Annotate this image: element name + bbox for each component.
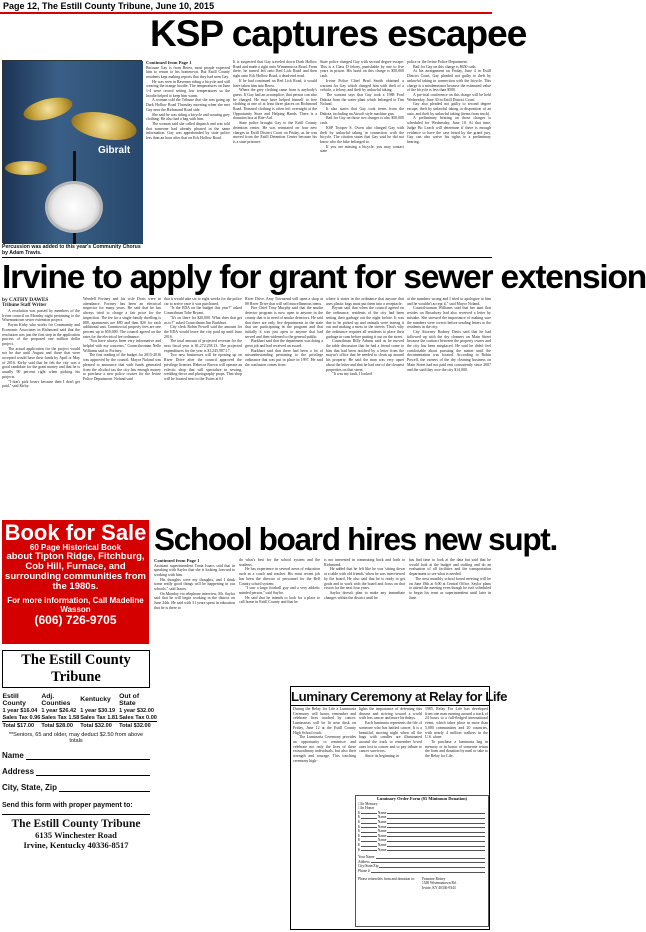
city-line[interactable]: [59, 784, 150, 792]
addr-city: Irvine, Kentucky 40336-8517: [23, 840, 129, 850]
ad-line3: For more information, Call Madeline Wasson: [7, 596, 144, 614]
paragraph: The first reading of the budget for 2015-2016 was approved by the council. Mayor Noland was pleased to announce that with funds generated from the alcohol tax the city has enough money to purchase a new police cruiser for the Irvine Police Department. Noland said: [83, 353, 161, 381]
total-value: $32.00: [133, 722, 151, 729]
paragraph: It also states that Gay took items from the Dakota, including an Airsoft style machine gun.: [320, 107, 404, 116]
luminary-order-form: [355, 795, 489, 927]
percussion-photo: [2, 60, 142, 243]
paragraph: Gay also pleaded not guilty to second degree escape, theft by unlawful taking or disposition of an auto, and theft by unlawful taking (items from truck).: [407, 102, 491, 116]
address-label: Address: [358, 859, 370, 864]
paragraph: State police charged Gay with second degree escape. This is a Class D felony, punishable by one to five years in prison. His bond on this charge is $50,000 cash.: [320, 60, 404, 79]
return-label: Please return this form and donation to:: [358, 876, 415, 881]
donation-label: $: [358, 819, 360, 824]
column-header: Kentucky: [80, 696, 111, 703]
paragraph: If you are missing a bicycle, you may contact state: [320, 144, 404, 154]
continued-label: Continued from Page 1: [154, 558, 200, 563]
paragraph: On Monday via telephone interview, Mr. Saylor said that he will begin working in the district on June 24th. He said with 31 years spent in education that he is there to: [154, 591, 235, 610]
donation-label: $: [358, 847, 360, 852]
total-cell: [119, 722, 158, 730]
total-value: $17.00: [17, 722, 35, 729]
paragraph: The actual application for the project would not be due until August and those that were accepted would have their funds by April or May of 2016. Kirby said that he felt the city was a good candidate for the grant money and that he is usually 90 percent right when picking his projects.: [2, 346, 80, 379]
story3-col2: [239, 558, 320, 682]
city-state-zip-field[interactable]: [2, 783, 150, 792]
mailing-address: [2, 814, 150, 850]
paragraph: The total amount of projected revenue for the next fiscal year is $1,272,258.13. The projected expenditures for the year is $1,245,987.17.: [164, 339, 242, 353]
tax-cell: [41, 714, 80, 722]
paragraph: During the Relay for Life a Luminaria Ceremony will honor, remember and celebrate lives touched by cancer. Luminarias will be lit near dusk on Friday, June 12 at the Estill County High School track.: [293, 707, 356, 735]
story3-col3: [324, 558, 405, 682]
rate-value: $32.00: [136, 707, 154, 714]
paragraph: Because Gay is from Berea, most people expected him to return to his hometown. But Estill County residents kept making reports that they had seen Gay.: [146, 65, 230, 79]
return-street: 1540 Wisemantown Rd.: [422, 881, 457, 886]
memory-checkbox[interactable]: ☐: [358, 801, 362, 806]
subscription-rates-table: [2, 692, 157, 729]
address-field[interactable]: [2, 767, 150, 776]
rate-cell: [80, 707, 119, 714]
tax-value: 1.81: [107, 714, 119, 721]
paragraph: Councilman Billy Adams said as he moved the table discussion that he had a friend come to him that had been notified by a letter from the mayor's office that he needed to clean up around his property. He said the man was very upset about the letter and that he had one of the cleanest properties on that street.: [326, 339, 404, 372]
paragraph: is not interested in commuting back and forth to Richmond.: [324, 558, 405, 567]
paragraph: Assistant superintendent Tonia Isaacs said that in speaking with Saylor that she is looking forward to working with him.: [154, 563, 235, 577]
paragraph: City clerk Robin Powell said the amount for the EDA would leave the city paid up until June 2016.: [164, 325, 242, 339]
seniors-note: **Seniors, 65 and older, may deduct $2.50 from above totals: [8, 732, 144, 744]
order-line[interactable]: [358, 848, 486, 853]
subscription-form: [2, 650, 157, 930]
paragraph: "I saw a large football guy and a very athletic minded person," said Saylor.: [239, 586, 320, 595]
return-city: Irvine, KY 40336-9343: [422, 885, 456, 890]
story1-col4: [407, 60, 491, 256]
story2-col6: [407, 297, 491, 515]
total-label: Total: [2, 722, 16, 729]
story2-col2: [83, 297, 161, 515]
paragraph: He added that he felt like he was 'sitting down at a table with old friends' when he was interviewed by the board. He also said that he is ready to get goals and to work with the board and focus on that vision for the next four years.: [324, 567, 405, 591]
name-label: Name: [377, 810, 387, 815]
headline-sewer-grant: Irvine to apply for grant for sewer extension: [2, 259, 646, 296]
donation-label: $: [358, 838, 360, 843]
paragraph: that it would take six to eight weeks for the police car to arrive once it was purchased.: [164, 297, 242, 306]
snare-drum: [45, 181, 103, 233]
paragraph: His thoughts were my thoughts, and I think some really good things will be happening in our schools," said Isaacs.: [154, 577, 235, 592]
continued-label: Continued from Page 1: [146, 60, 192, 65]
paragraph: where it states in the ordinance that anyone that uses plastic bags must put them into a receptacle.: [326, 297, 404, 306]
paragraph: City Attorney Rodney Davis said that he had followed up with the dry cleaners on Main Street because the contract between the property owner and the city has been misplaced. He said he didn't feel comfortable about pursuing the matter until the documentation was located. According to Robin Powell, the owners of the dry cleaning business on Main Street had not paid rent consistently since 2007 and the said they owe the city $14,000.: [407, 329, 491, 372]
paragraph: River Drive. Amy Townsend will open a shop at 88 River Drive that will sell miscellaneous items.: [245, 297, 323, 306]
paragraph: A preliminary hearing on those charges is scheduled for Wednesday, June 10. At that time, Judge Bo Leach will determine if there is enough evidence to have the case heard by the grand jury. Gay can also waive his rights to a preliminary hearing.: [407, 116, 491, 144]
rate-label: 1 year: [2, 707, 19, 714]
name-label: Name: [377, 815, 387, 820]
name-label: Name: [2, 751, 24, 760]
paragraph: She said he was riding a bicycle and wearing grey clothing. He also had a bag with him.: [146, 112, 230, 122]
your-name-label: Your Name: [358, 855, 375, 860]
tax-label: Sales Tax: [2, 714, 28, 721]
tax-cell: [80, 714, 119, 722]
rate-value: $26.42: [59, 707, 77, 714]
total-value: $28.00: [55, 722, 73, 729]
addr-name: The Estill County Tribune: [11, 818, 141, 830]
name-line[interactable]: [26, 752, 150, 760]
phone-label: Phone #: [358, 868, 370, 873]
paragraph: Councilwoman Williams said that her aunt that resides on Broadway had also received a letter by mistake. She stressed the importance of making sure the numbers were correct before sending letters to the residents in the city.: [407, 306, 491, 330]
paragraph: "Is the EDA on the budget this year?" asked Councilman Tobe Bryant.: [164, 306, 242, 316]
total-value: $32.00: [94, 722, 112, 729]
total-cell: [2, 722, 41, 730]
donation-label: $: [358, 815, 360, 820]
story2-col5: [326, 297, 404, 515]
subscription-title: The Estill County Tribune: [2, 650, 150, 688]
paragraph: Bryan Kirby who works for Community and Economic Associates in Richmond said that the resolution was just the first step in the application process of the proposed one million dollar project.: [2, 323, 80, 346]
name-label: Name: [377, 847, 387, 852]
name-label: Name: [377, 838, 387, 843]
paragraph: He was seen in Ravenna riding a bicycle and still wearing the orange hoodie. The temperatures on June 1-4 were record setting low temperatures so the hoodie helped to keep him warm.: [146, 79, 230, 98]
story1-col1: [146, 60, 230, 256]
paragraph: Burkhart said that the department was doing a great job and had received an award.: [245, 339, 323, 349]
headline-ksp-escapee: KSP captures escapee: [150, 13, 527, 54]
paragraph: He has experience in several areas of education such as a coach and teacher. His most recent job has been the director of personnel for the Bell County school system.: [239, 567, 320, 586]
donation-label: $: [358, 824, 360, 829]
tax-cell: [119, 714, 158, 722]
story2-col1: [2, 297, 80, 515]
story1-col3: [320, 60, 404, 256]
paragraph: Wendell Fortney and his wife Doris were in attendance. Fortney has been an electrical inspector for many years. He said that he has always tried to charge a fair price for the inspection. The fee for a single family dwelling is $80, apartments are $80 and then $20 for each additional unit. Commercial property fees are one percent up to $50,000. The council agreed on the rates for the electrical fee ordinance.: [83, 297, 161, 339]
rate-label: 1 year: [41, 707, 58, 714]
honor-checkbox[interactable]: ☐: [358, 806, 362, 811]
rate-cell: [2, 707, 41, 714]
paragraph: The next monthly school board meeting will be on June 18th at 6:00 at Central Office. Saylor plans to attend the meeting even though he isn't scheduled to begin his term as superintendent until later in June.: [409, 576, 491, 600]
name-label: Name: [377, 829, 387, 834]
ad-line1: 60 Page Historical Book: [29, 543, 122, 552]
paragraph: A woman told the Tribune that she was going up Dark Hollow Road Thursday morning when she met Gay near the Richmond Road side.: [146, 98, 230, 112]
tax-label: Sales Tax: [80, 714, 106, 721]
paragraph: "You have always been very informative and helpful with my concerns," Councilwoman Nelle Williams said to Fortney.: [83, 339, 161, 353]
paragraph: He said that he intends to look for a place to call home in Estill County and that he: [239, 595, 320, 605]
paragraph: Burkhart said that there had been a lot of misunderstanding pertaining to the privilege ordinance that was put in place in 1997. He said the confusion comes from: [245, 348, 323, 367]
paragraph: Bail for Gay on those two charges is also $50,000 cash.: [320, 116, 404, 126]
tax-value: 1.58: [68, 714, 80, 721]
paragraph: Bail for Gay on this charge is $650 cash.: [413, 64, 477, 69]
paragraph: "I don't pick losers because then I don't get paid," said Kirby.: [2, 379, 80, 389]
story3-col4: [409, 558, 491, 682]
honor-label: In Honor: [361, 806, 375, 811]
rate-label: 1 year: [80, 707, 97, 714]
return-info: [358, 877, 486, 891]
city-label: City/State/Zip: [358, 864, 379, 869]
total-label: Total: [80, 722, 94, 729]
name-label: Name: [377, 842, 387, 847]
column-header: Adj. Counties: [41, 692, 71, 707]
luminary-col1: [293, 707, 356, 927]
story3-col1: [154, 558, 235, 682]
paragraph: Two new businesses will be opening up on River Drive after the council approved the privilege licenses. Rebecca Brown will operate an eclectic shop that will specialize in sewing, wedding decor and photography props. That shop will be located next to the Twins at 61: [164, 353, 242, 381]
byline: by CATHY DAWES: [2, 297, 49, 303]
paragraph: Each luminaria represents the life of someone who has battled cancer. It is a beautiful, moving night when all the bags with candles are illuminated around the track to remember loved ones lost to cancer and to pay tribute to cancer survivors.: [359, 721, 422, 754]
paragraph: Fire Chief Tony Murphy said that the smoke detector program is now open to anyone in the county that is in need of smoke detectors. He said that there are only five departments in the state that are participating in the program and that initially it was just open to anyone that had served and then widened to the general public.: [245, 306, 323, 339]
donation-label: $: [358, 842, 360, 847]
donation-label: $: [358, 810, 360, 815]
paragraph: KSP Trooper S. Owen also charged Gay with theft by unlawful taking in connection with the bicycle. The citation states that Gay said he did not know who the bike belonged to.: [320, 125, 404, 144]
tax-label: Sales Tax: [41, 714, 67, 721]
paragraph: A pre-trial conference on this charge will be held Wednesday, June 30 in Estill District Court.: [407, 92, 491, 102]
name-label: Name: [377, 833, 387, 838]
column-header: Estill County: [2, 692, 26, 707]
paragraph: at the numbers wrong and I tried to apologize to him and he wouldn't accept it," said Mayor Noland.: [407, 297, 491, 306]
ad-phone: (606) 726-9705: [34, 613, 117, 627]
paragraph: To purchase a luminaria bag in memory or in honor of someone return the form and donation by mail or take to the Relay for Life.: [425, 739, 488, 759]
rate-value: $16.04: [20, 707, 38, 714]
city-label: City, State, Zip: [2, 783, 57, 792]
luminary-col3: [425, 707, 488, 793]
paragraph: State police brought Gay to the Estill County detention center. He was reinstated on four new charges in Estill District Court on Friday, as he was moved from the Estill Detention Center because his is a state prisoner.: [233, 121, 317, 144]
headline-school-board: School board hires new supt.: [154, 521, 557, 557]
paragraph: A resolution was passed by members of the Irvine council on Monday night pertaining to the Wisemantown sewer extension project.: [2, 309, 80, 323]
ad-line2: about Tipton Ridge, Fitchburg, Cob Hill, Furnace, and surrounding communities from the 1980s.: [5, 551, 146, 592]
paragraph: It is suspected that Gay traveled down Dark Hollow Road and made a right onto Winnemucca Road. From there, he turned left onto Red Lick Road and then right onto Eck Hollow Road, a dead-end road.: [233, 60, 317, 79]
paragraph: Irvine Police Chief Brad Smith obtained a warrant for Gay which charged him with theft of a vehicle, a felony, and theft by unlawful taking.: [320, 78, 404, 93]
return-address: [422, 877, 486, 891]
tax-cell: [2, 714, 41, 722]
rate-cell: [119, 707, 158, 714]
tax-value: Sales Tax 0.00: [119, 714, 157, 721]
luminary-col2: [359, 707, 422, 793]
donation-label: $: [358, 833, 360, 838]
paragraph: Where the grey clothing came from is anybody's guess. If Gay had an accomplice, that person can also be charged. He may have helped himself to free clothing at one of at least three places on Richmond Road. Donated clothing is often left overnight at the Opportunity Store and Helping Hands. There is a donation box at Rite-Aid.: [233, 88, 317, 121]
page-header-bar: [0, 0, 492, 14]
total-cell: [41, 722, 80, 730]
order-form-title: Luminary Order Form ($5 Minimum Donation): [376, 796, 468, 801]
ad-title: Book for Sale: [4, 520, 147, 545]
byline-title: Tribune Staff Writer: [2, 303, 47, 308]
story2-col4: [245, 297, 323, 515]
name-field[interactable]: [2, 751, 150, 760]
paragraph: The Luminaria Ceremony provides an opportunity to reminisce and celebrate not only the lives of these extraordinary individuals, but also their strength and courage. This touching ceremony high-: [293, 735, 356, 763]
hi-hat: [5, 161, 47, 175]
paragraph: The woman said she called dispatch and was told that someone had already phoned in the same information. Gay was apprehended by state police less than an hour after that on Eck Hollow Road.: [146, 121, 230, 141]
luminary-ceremony-box: [290, 686, 508, 930]
story2-col3: [164, 297, 242, 515]
paragraph: Saylor doesn't plan to make any immediate changes within the district until he: [324, 590, 405, 600]
paragraph: 1985, Relay For Life has developed from one man running around a track of 24 hours to a full-fledged international event, which takes place in more than 5,000 communities and 20 countries, with nearly 4 million walkers in the U.S. alone.: [425, 707, 488, 740]
send-instructions: Send this form with proper payment to:: [2, 802, 133, 809]
address-label: Address: [2, 767, 35, 776]
paragraph: Bryant said that when the council agreed on the ordinance, residents of the city had been setting their garbage out the night before. It was due to be picked up and animals were tearing it out and making a mess in the streets. That's why the ordinance requires all residents to place their garbage in cans before putting it out on the street.: [326, 306, 404, 339]
paragraph: "It was my fault, I looked: [332, 372, 372, 377]
paragraph: At his arraignment on Friday, June 4 in Estill District Court, Gay pleaded not guilty to theft by unlawful taking in connection with the bicycle. This charge is a misdemeanor because the estimated value of the bicycle is less than $500.: [407, 69, 491, 93]
name-label: Name: [377, 824, 387, 829]
return-name: Francine Boisey: [422, 876, 446, 881]
paragraph: police or the Irvine Police Department.: [407, 60, 468, 64]
total-label: Total: [41, 722, 55, 729]
paragraph: Since its beginning in: [365, 754, 399, 759]
luminary-headline: Luminary Ceremony at Relay for Life: [291, 689, 508, 704]
drum-brand-label: Gibralt: [98, 145, 131, 156]
rate-cell: [41, 707, 80, 714]
paragraph: If he had continued on Red Lick Road, it would have taken him into Berea.: [233, 78, 317, 88]
name-label: Name: [377, 819, 387, 824]
photo-caption: Percussion was added to this year's Community Chorus by Adam Travis.: [2, 244, 141, 256]
rate-label: 1 year: [119, 707, 136, 714]
memory-label: In Memory: [361, 801, 378, 806]
paragraph: lights the importance of defeating this disease and striving toward a world with less cancer and more birthdays.: [359, 707, 422, 721]
donation-label: $: [358, 829, 360, 834]
phone-field[interactable]: [358, 869, 486, 874]
paragraph: The warrant says that Gay took a 1988 Ford Dakota from the water plant which belonged to Tim Noland.: [320, 92, 404, 107]
paragraph: "It's on there for $20,000. What does that get us to?" asked Councilman Jim Burkhart.: [164, 315, 242, 325]
tax-value: 0.96: [29, 714, 41, 721]
story1-col2: [233, 60, 317, 256]
column-header: Out of State: [119, 692, 140, 707]
address-line[interactable]: [36, 768, 150, 776]
rate-value: $30.19: [97, 707, 116, 714]
page-header: Page 12, The Estill County Tribune, June 10, 2015: [3, 1, 215, 11]
book-for-sale-ad: [2, 520, 149, 644]
paragraph: has had time to look at the data but said that he would look at the budget and staffing and do an evaluation of all facilities and the transportation department to see what is needed.: [409, 558, 491, 577]
addr-street: 6135 Winchester Road: [35, 830, 117, 840]
paragraph: do what's best for the school system and the students.: [239, 558, 320, 567]
total-cell: [80, 722, 119, 730]
total-label: Total: [119, 722, 133, 729]
